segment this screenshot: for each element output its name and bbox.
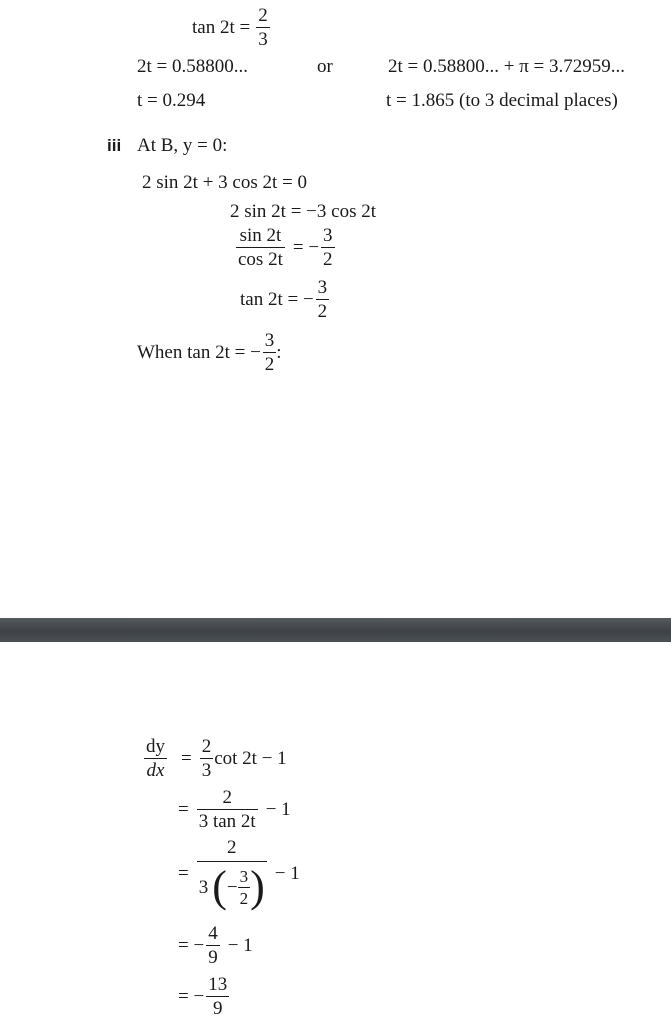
- equals-minus: = −: [178, 934, 205, 956]
- sin-cos-fraction: $\frac{\sin 2t}{\cos 2t}$: [238, 225, 283, 270]
- tan-lhs: tan 2t = −: [240, 288, 314, 310]
- fraction: $\frac{3}{2}$: [323, 225, 333, 270]
- equals-minus: = −: [292, 236, 320, 258]
- solution-left-1: 2t = 0.58800...: [137, 56, 248, 77]
- derivative-row-5: [178, 975, 229, 1018]
- when-text: When tan 2t = −: [137, 341, 261, 363]
- minus-one: − 1: [265, 798, 291, 820]
- dydx-fraction: $\frac{dy}{dx}$: [146, 736, 165, 781]
- solution-right-2: t = 1.865 (to 3 decimal places): [386, 90, 618, 111]
- derivative-row-3: [178, 838, 300, 909]
- fraction: $\frac{2}{3}$: [201, 736, 212, 781]
- nested-fraction: 2 3 ( − $\frac{3}{2}$ ): [198, 837, 265, 911]
- equation-line-2: 2 sin 2t = −3 cos 2t: [230, 201, 376, 222]
- equation-line-1: 2 sin 2t + 3 cos 2t = 0: [142, 172, 307, 193]
- minus-one: − 1: [274, 862, 300, 884]
- solution-right-1: 2t = 0.58800... + π = 3.72959...: [388, 56, 626, 77]
- coefficient: 3: [198, 876, 209, 898]
- or-text: or: [317, 56, 333, 77]
- minus-one: − 1: [227, 934, 253, 956]
- derivative-row-2: [178, 788, 291, 831]
- derivative-row-4: [178, 924, 253, 967]
- tan2t-lhs: tan 2t =: [192, 16, 251, 38]
- fraction: $\frac{3}{2}$: [264, 330, 275, 375]
- fraction: $\frac{4}{9}$: [208, 923, 218, 968]
- inner-minus: −: [226, 876, 238, 898]
- page-divider-bar: [0, 618, 671, 642]
- fraction: $\frac{3}{2}$: [317, 277, 328, 322]
- equals: =: [178, 862, 189, 884]
- part-heading: At B, y = 0:: [137, 135, 228, 156]
- solution-left-2: t = 0.294: [137, 90, 206, 111]
- inner-fraction: $\frac{3}{2}$: [239, 866, 249, 908]
- colon: :: [276, 341, 282, 363]
- equation-line-3: [236, 226, 335, 269]
- fraction: $\frac{2}{3 \tan 2t}$: [198, 787, 256, 832]
- fraction: $\frac{13}{9}$: [208, 974, 228, 1019]
- when-line: [137, 331, 282, 374]
- left-paren: (: [212, 862, 227, 911]
- right-paren: ): [250, 862, 265, 911]
- part-label: iii: [107, 136, 122, 155]
- cot-tail: cot 2t − 1: [214, 747, 287, 769]
- tan2t-equation: [192, 6, 270, 49]
- equation-line-4: [240, 278, 329, 321]
- equals-minus: = −: [178, 985, 205, 1007]
- equals: =: [181, 747, 192, 769]
- dydx-line: [144, 737, 287, 780]
- equals: =: [178, 798, 189, 820]
- fraction: $\frac{2}{3}$: [258, 5, 268, 50]
